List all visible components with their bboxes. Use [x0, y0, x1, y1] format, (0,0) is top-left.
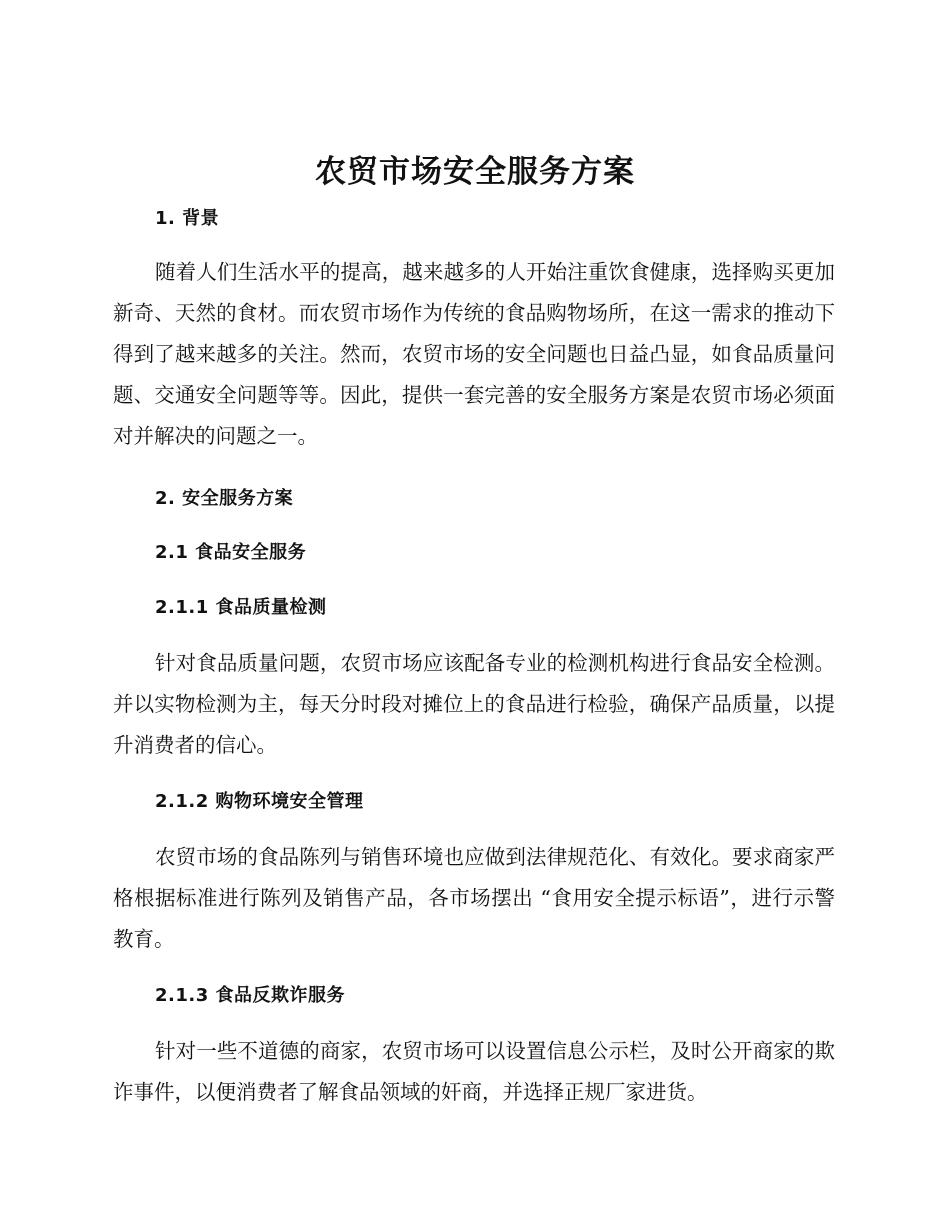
section-heading-quality-testing: 2.1.1 食品质量检测	[155, 597, 327, 618]
paragraph-quality-testing: 针对食品质量问题，农贸市场应该配备专业的检测机构进行食品安全检测。并以实物检测为主，每天分时段对摊位上的食品进行检验，确保产品质量，以提升消费者的信心。	[113, 651, 835, 757]
paragraph-environment: 农贸市场的食品陈列与销售环境也应做到法律规范化、有效化。要求商家严格根据标准进行陈列及销售产品，各市场摆出 “食用安全提示标语”，进行示警教育。	[113, 845, 835, 951]
page-title: 农贸市场安全服务方案	[315, 154, 635, 190]
paragraph-background: 随着人们生活水平的提高，越来越多的人开始注重饮食健康，选择购买更加新奇、天然的食材。而农贸市场作为传统的食品购物场所，在这一需求的推动下得到了越来越多的关注。然而，农贸市场的安全问题也日益凸显，如食品质量问题、交通安全问题等等。因此，提供一套完善的安全服务方案是农贸市场必须面对并解决的问题之一。	[113, 260, 835, 448]
section-heading-food-safety: 2.1 食品安全服务	[155, 542, 307, 563]
section-heading-environment: 2.1.2 购物环境安全管理	[155, 791, 364, 812]
paragraph-anti-fraud: 针对一些不道德的商家，农贸市场可以设置信息公示栏，及时公开商家的欺诈事件，以便消费者了解食品领域的奸商，并选择正规厂家进货。	[113, 1039, 835, 1104]
section-heading-safety-plan: 2. 安全服务方案	[155, 488, 294, 509]
section-heading-anti-fraud: 2.1.3 食品反欺诈服务	[155, 985, 346, 1006]
section-heading-background: 1. 背景	[155, 208, 220, 229]
